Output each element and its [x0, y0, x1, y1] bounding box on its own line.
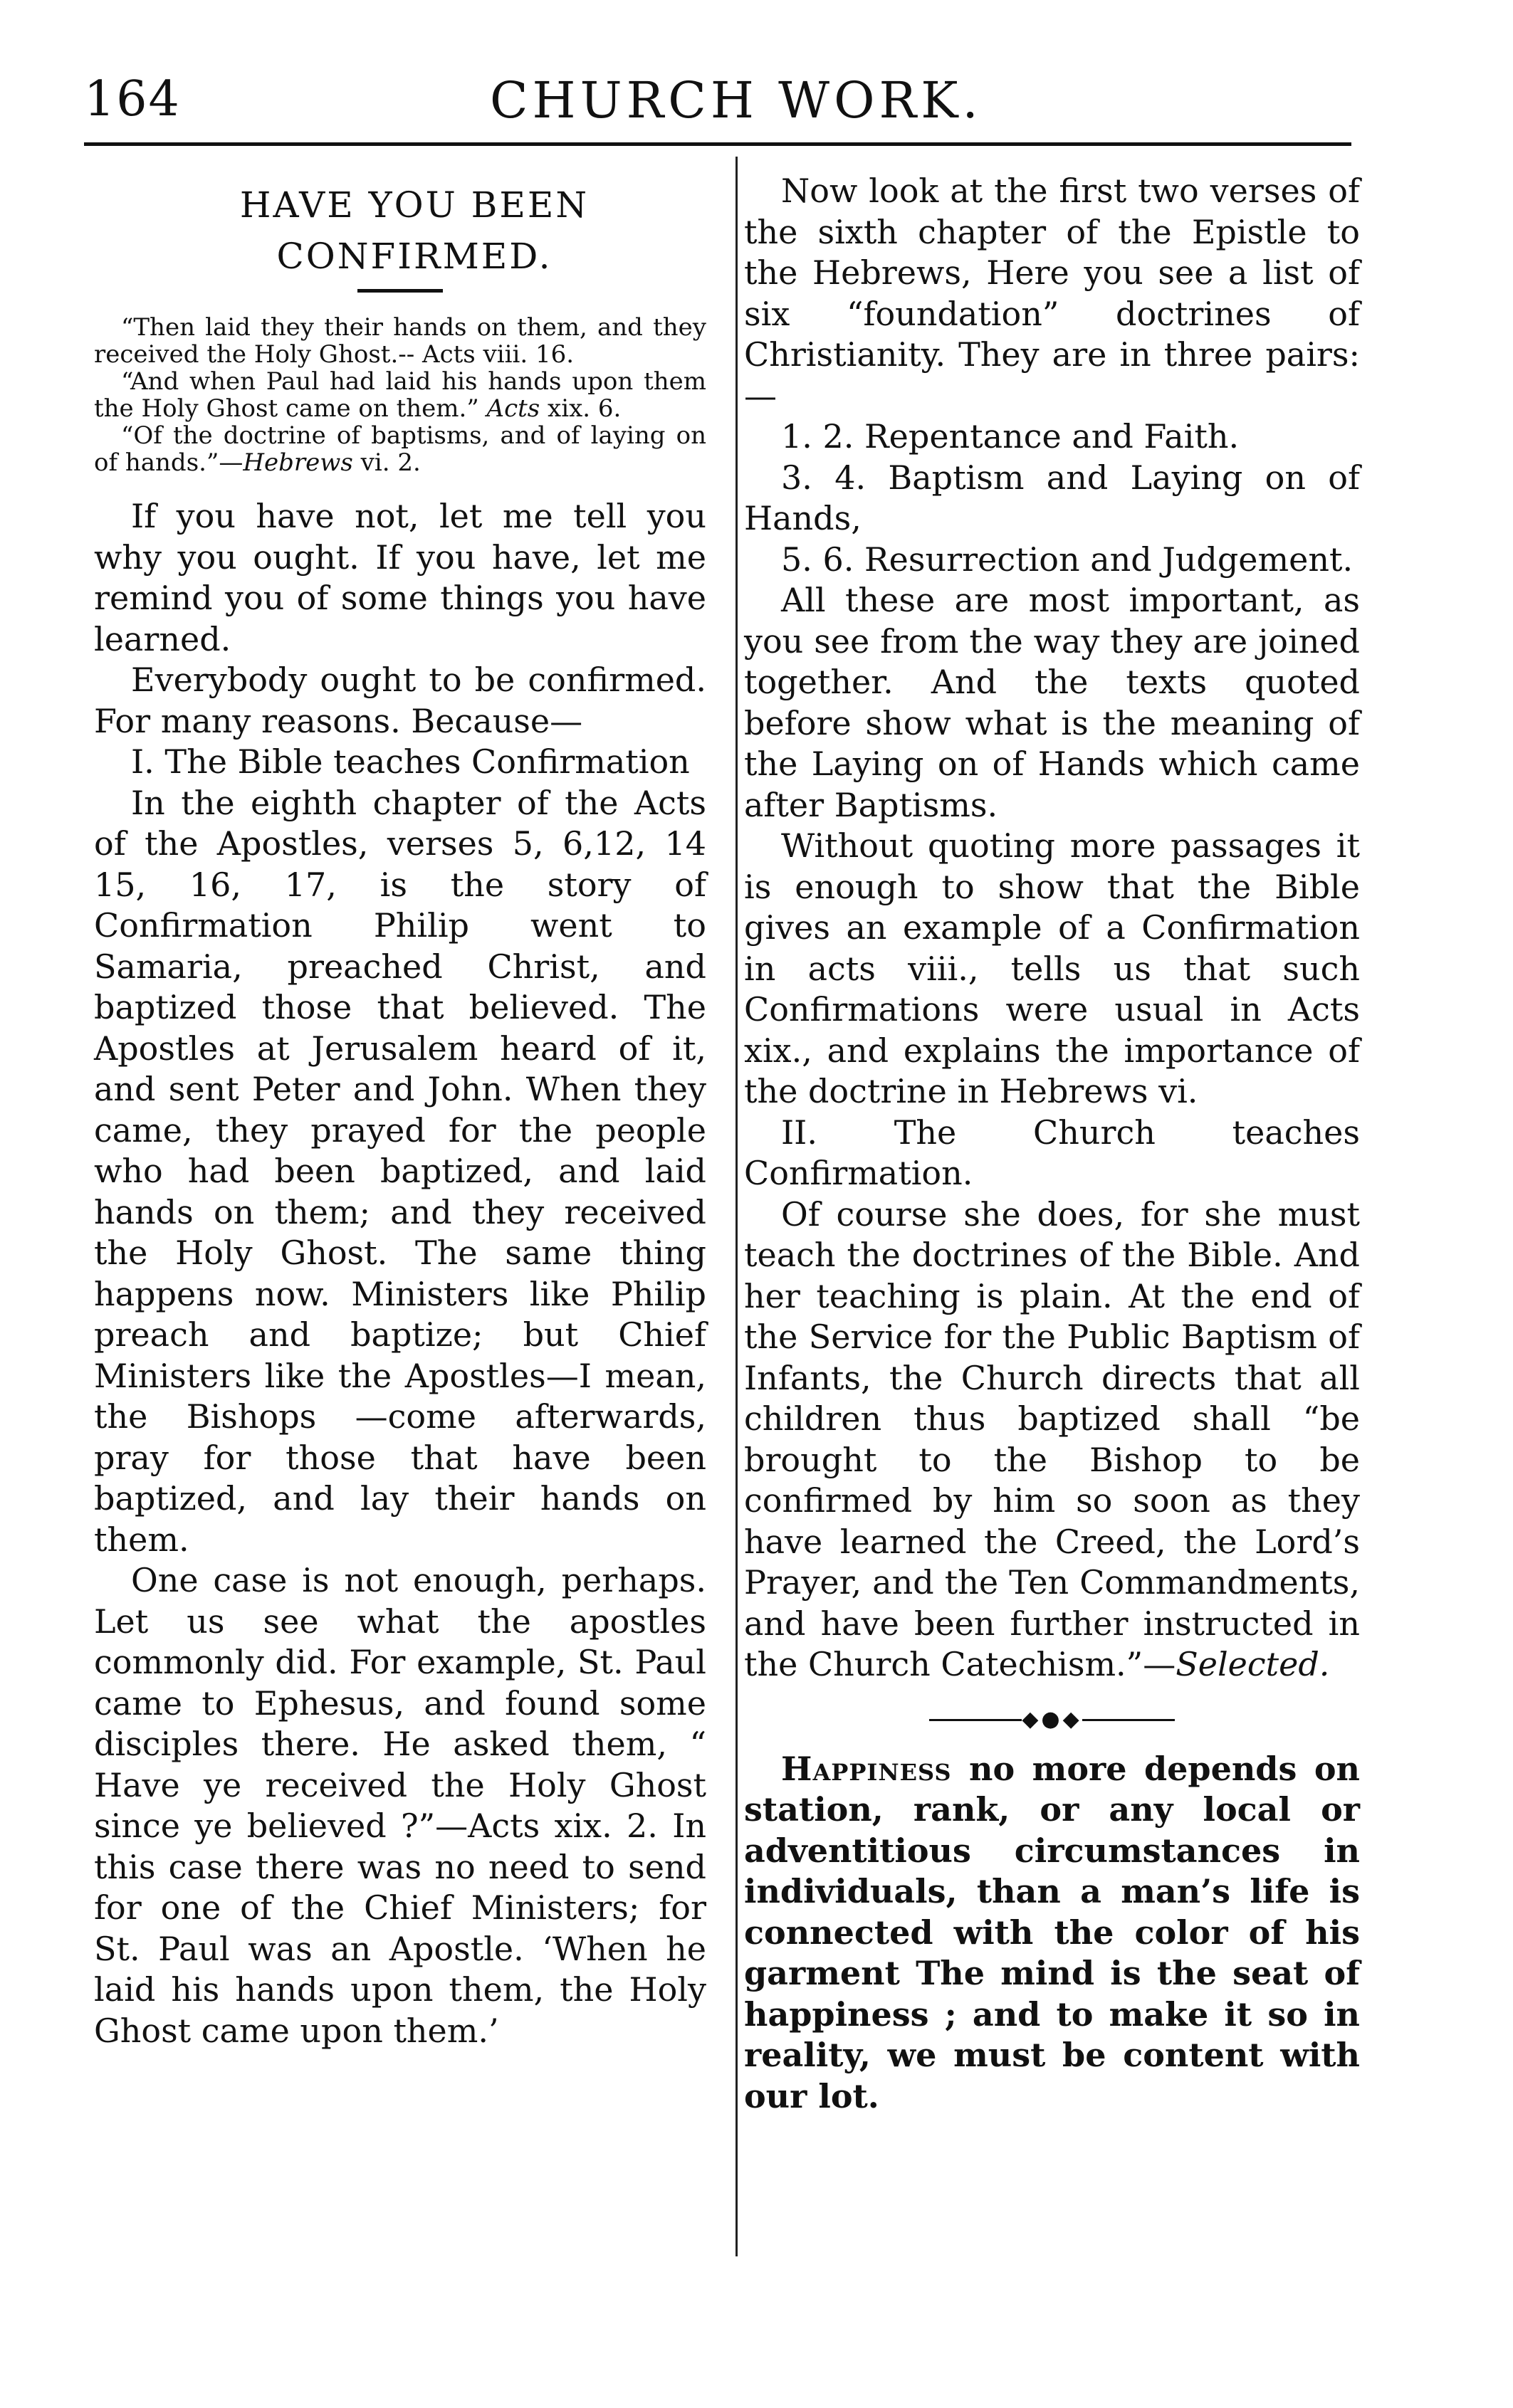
- closing-note: [744, 1749, 1360, 2118]
- right-body: [744, 171, 1360, 1686]
- left-column: [94, 171, 706, 2051]
- paragraph-text: Of course she does, for she must teach the doctrines of the Bible. And her teaching is plain. At the end of the Service for the Public Baptism of Infants, the Church directs that all children thus baptized shall “be brought to the Bishop to be confirmed by him so soon as they have learned the Creed, the Lord’s Prayer, and the Ten Commandments, and have been further instructed in the Church Catechism.”—: [744, 1194, 1360, 1683]
- epigraph-reference-rest: xix. 6.: [540, 394, 622, 423]
- paragraph: In the eighth chapter of the Acts of the Apostles, verses 5, 6,12, 14 15, 16, 17, is the story of Confirmation Philip went to Samaria, preached Christ, and baptized those that believed. The Apostles at Jerusalem heard of it, and sent Peter and John. When they came, they prayed for the people who had been baptized, and laid hands on them; and they received the Holy Ghost. The same thing happens now. Ministers like Philip preach and baptize; but Chief Ministers like the Apostles—I mean, the Bishops —come afterwards, pray for those that have been baptized, and lay their hands on them.: [94, 783, 706, 1559]
- left-body: [94, 496, 706, 2051]
- epigraph: [94, 314, 706, 476]
- paragraph: Now look at the first two verses of the sixth chapter of the Epistle to the Hebrews, Here you see a list of six “foundation” doctrines of Christianity. They are in three pairs:—: [744, 172, 1360, 415]
- paragraph: Everybody ought to be confirmed. For many reasons. Because—: [94, 661, 706, 740]
- epigraph-quote: [94, 368, 706, 422]
- paragraph: Without quoting more passages it is enough to show that the Bible gives an example of a Confirmation in acts viii., tells us that such Confirmations were usual in Acts xix., and explains the importance of the doctrine in Hebrews vi.: [744, 826, 1360, 1110]
- ornament-line: [1082, 1719, 1175, 1721]
- page-number: 164: [84, 71, 181, 127]
- lead-word: Happiness: [781, 1749, 952, 1788]
- ornament-line: [929, 1719, 1022, 1721]
- attribution: Selected.: [1176, 1645, 1330, 1683]
- ornament-divider: [744, 1707, 1360, 1732]
- column-divider: [735, 157, 738, 2256]
- list-item: 3. 4. Baptism and Laying on of Hands,: [744, 458, 1360, 537]
- paragraph: One case is not enough, perhaps. Let us see what the apostles commonly did. For example, St. Paul came to Ephesus, and found some disciples there. He asked them, “ Have ye received the Holy Ghost since ye believed ?”—Acts xix. 2. In this case there was no need to send for one of the Chief Ministers; for St. Paul was an Apostle. ‘When he laid his hands upon them, the Holy Ghost came upon them.’: [94, 1561, 706, 2050]
- paragraph: If you have not, let me tell you why you ought. If you have, let me remind you of some things you have learned.: [94, 497, 706, 658]
- header-rule: [84, 142, 1351, 146]
- epigraph-quote: [94, 422, 706, 476]
- list-item: 1. 2. Repentance and Faith.: [781, 417, 1240, 456]
- article-title: HAVE YOU BEEN CONFIRMED.: [239, 184, 590, 277]
- section-heading: II. The Church teaches Confirmation.: [744, 1113, 1360, 1192]
- paragraph: All these are most important, as you see from the way they are joined together. And the texts quoted before show what is the meaning of the Laying on of Hands which came after Baptisms.: [744, 581, 1360, 824]
- epigraph-reference: Hebrews: [243, 448, 353, 477]
- title-rule: [357, 289, 443, 293]
- section-heading: I. The Bible teaches Confirmation: [131, 742, 690, 781]
- epigraph-text: “Of the doctrine of baptisms, and of laying on of hands.”—: [94, 421, 706, 477]
- epigraph-text: “Then laid they their hands on them, and they received the Holy Ghost.-- Acts viii. 16.: [94, 313, 706, 369]
- running-title: CHURCH WORK.: [490, 71, 983, 130]
- page-header: [84, 71, 1366, 149]
- right-column: [744, 171, 1360, 2117]
- epigraph-reference: Acts: [486, 394, 540, 423]
- paragraph: [744, 1749, 1360, 2118]
- epigraph-reference-rest: vi. 2.: [352, 448, 421, 477]
- list-item: 5. 6. Resurrection and Judgement.: [781, 540, 1354, 579]
- paragraph-text: no more depends on station, rank, or any local or adventitious circumstances in individuals, than a man’s life is connected with the color of his garment The mind is the seat of happiness ; and to make it so in reality, we must be content with our lot.: [744, 1749, 1360, 2115]
- epigraph-text: “And when Paul had laid his hands upon them the Holy Ghost came on them.”: [94, 367, 706, 423]
- paragraph: [744, 1194, 1360, 1686]
- epigraph-quote: [94, 314, 706, 368]
- ornament-glyph: ◆●◆: [1022, 1706, 1082, 1732]
